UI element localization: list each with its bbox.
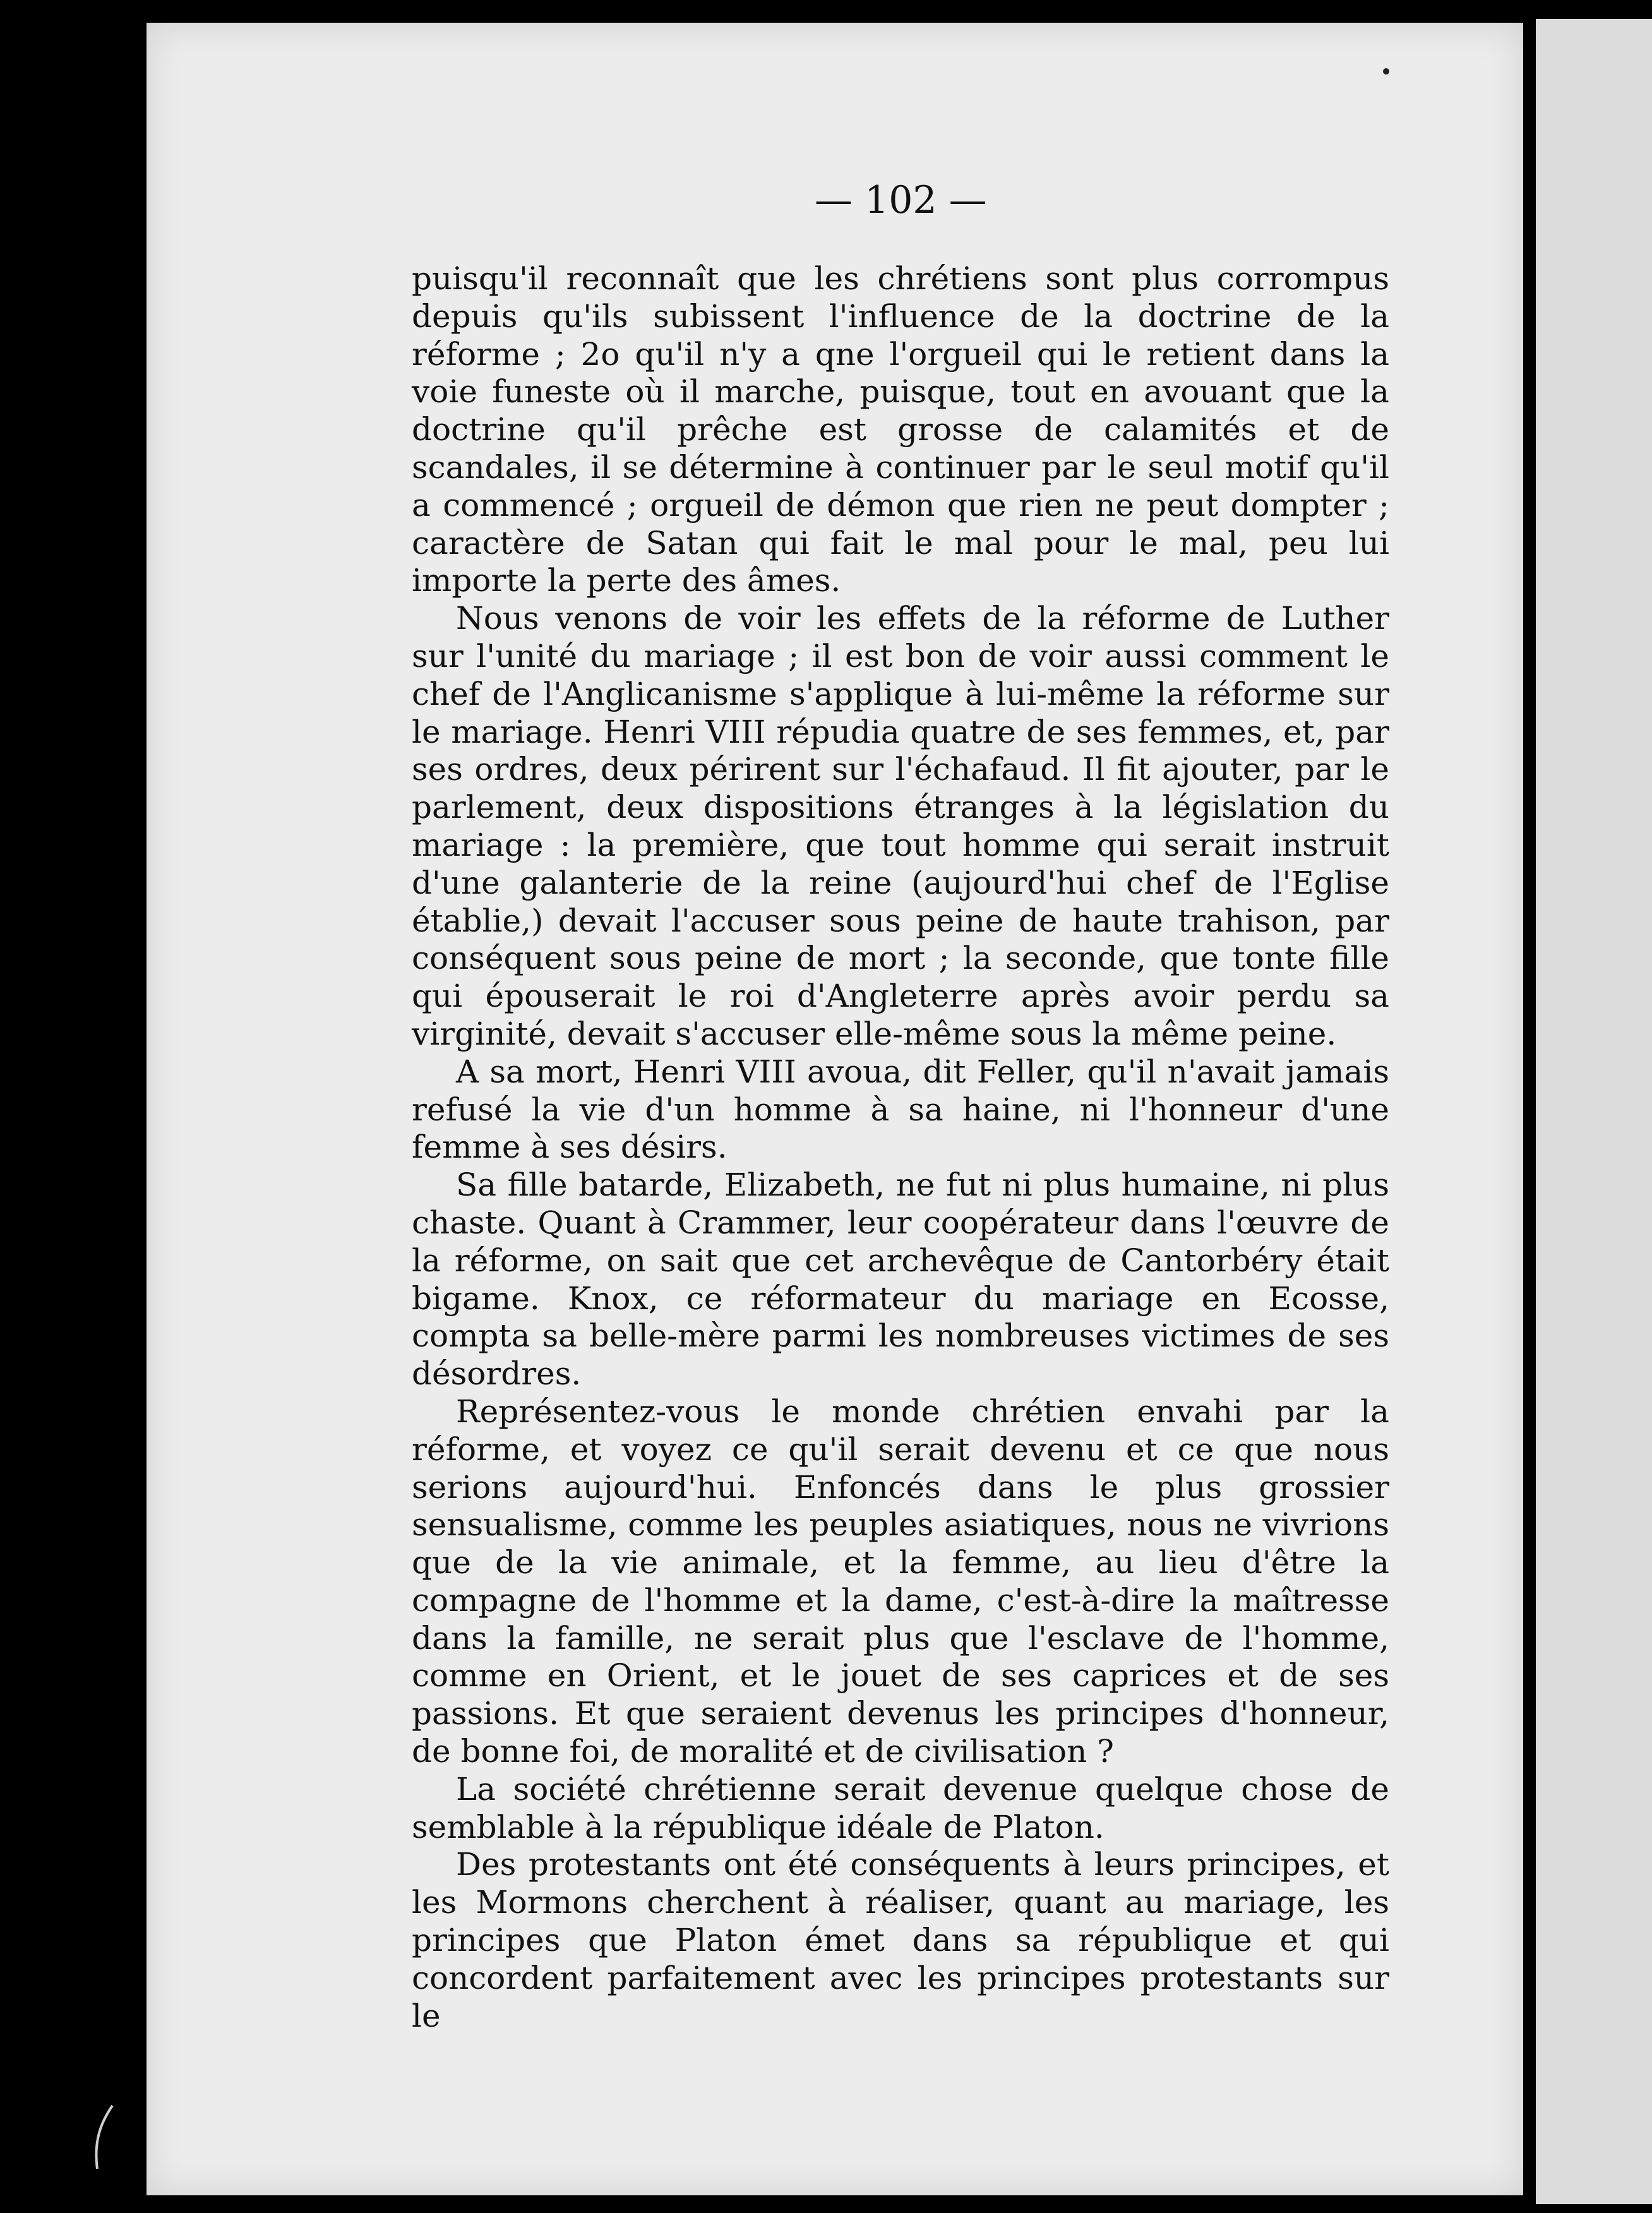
ink-speck — [1383, 68, 1389, 75]
facing-page-edge — [1536, 19, 1652, 2204]
paragraph: Représentez-vous le monde chrétien envahi par la réforme, et voyez ce qu'il serait devenu et ce que nous serions aujourd'hui. Enfoncés dans le plus grossier sensualisme, comme les peuples asiatiques, nous ne vivrions que de la vie animale, et la femme, au lieu d'être la compagne de l'homme et la dame, c'est-à-dire la maîtresse dans la famille, ne serait plus que l'esclave de l'homme, comme en Orient, et le jouet de ses caprices et de ses passions. Et que seraient devenus les principes d'honneur, de bonne foi, de moralité et de civilisation ? — [412, 1393, 1389, 1770]
margin-pencil-mark — [88, 2103, 120, 2173]
page-number: — 102 — — [815, 178, 987, 222]
paragraph: La société chrétienne serait devenue quelque chose de semblable à la république idéale de Platon. — [412, 1770, 1389, 1845]
body-text — [412, 260, 1389, 2035]
paragraph: Nous venons de voir les effets de la réforme de Luther sur l'unité du mariage ; il est bon de voir aussi comment le chef de l'Anglicanisme s'applique à lui-même la réforme sur le mariage. Henri VIII répudia quatre de ses femmes, et, par ses ordres, deux périrent sur l'échafaud. Il fit ajouter, par le parlement, deux dispositions étranges à la législation du mariage : la première, que tout homme qui serait instruit d'une galanterie de la reine (aujourd'hui chef de l'Eglise établie,) devait l'accuser sous peine de haute trahison, par conséquent sous peine de mort ; la seconde, que tonte fille qui épouserait le roi d'Angleterre après avoir perdu sa virginité, devait s'accuser elle-même sous la même peine. — [412, 600, 1389, 1052]
paragraph: Sa fille batarde, Elizabeth, ne fut ni plus humaine, ni plus chaste. Quant à Crammer, leur coopérateur dans l'œuvre de la réforme, on sait que cet archevêque de Cantorbéry était bigame. Knox, ce réformateur du mariage en Ecosse, compta sa belle-mère parmi les nombreuses victimes de ses désordres. — [412, 1166, 1389, 1393]
paragraph: A sa mort, Henri VIII avoua, dit Feller, qu'il n'avait jamais refusé la vie d'un homme à sa haine, ni l'honneur d'une femme à ses désirs. — [412, 1053, 1389, 1166]
paragraph: puisqu'il reconnaît que les chrétiens sont plus corrompus depuis qu'ils subissent l'influence de la doctrine de la réforme ; 2o qu'il n'y a qne l'orgueil qui le retient dans la voie funeste où il marche, puisque, tout en avouant que la doctrine qu'il prêche est grosse de calamités et de scandales, il se détermine à continuer par le seul motif qu'il a commencé ; orgueil de démon que rien ne peut dompter ; caractère de Satan qui fait le mal pour le mal, peu lui importe la perte des âmes. — [412, 260, 1389, 599]
paragraph: Des protestants ont été conséquents à leurs principes, et les Mormons cherchent à réaliser, quant au mariage, les principes que Platon émet dans sa république et qui concordent parfaitement avec les principes protestants sur le — [412, 1846, 1389, 2034]
